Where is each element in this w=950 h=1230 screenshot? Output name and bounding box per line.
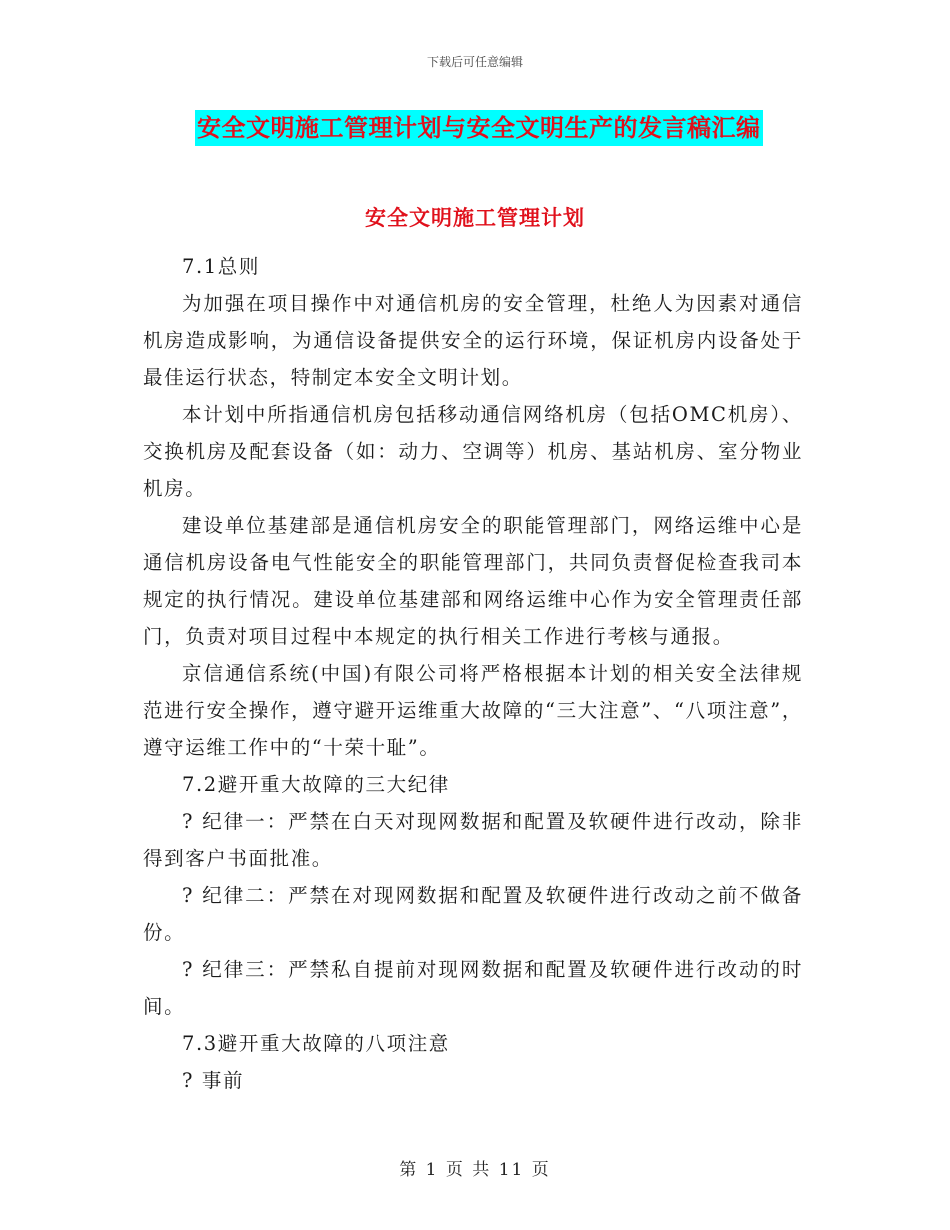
section-title: 安全文明施工管理计划: [365, 205, 585, 230]
document-title-container: [195, 110, 763, 148]
page-footer: 第 1 页 共 11 页: [399, 1160, 551, 1180]
list-item: ? 纪律二：严禁在对现网数据和配置及软硬件进行改动之前不做备份。: [143, 884, 803, 944]
list-item: ? 纪律一：严禁在白天对现网数据和配置及软硬件进行改动，除非得到客户书面批准。: [143, 810, 803, 870]
heading-7-1: 7.1总则: [182, 255, 261, 278]
paragraph: 京信通信系统(中国)有限公司将严格根据本计划的相关安全法律规范进行安全操作，遵守避开运维重大故障的“三大注意”、“八项注意”，遵守运维工作中的“十荣十耻”。: [143, 662, 803, 759]
paragraph: 本计划中所指通信机房包括移动通信网络机房（包括OMC机房）、交换机房及配套设备（如：动力、空调等）机房、基站机房、室分物业机房。: [143, 403, 803, 500]
document-title: 安全文明施工管理计划与安全文明生产的发言稿汇编: [195, 110, 763, 146]
list-item: ? 纪律三：严禁私自提前对现网数据和配置及软硬件进行改动的时间。: [143, 958, 803, 1018]
list-item: ? 事前: [182, 1069, 245, 1092]
document-body: [143, 248, 803, 1099]
page-header-note: 下载后可任意编辑: [426, 55, 523, 69]
paragraph: 为加强在项目操作中对通信机房的安全管理，杜绝人为因素对通信机房造成影响，为通信设备提供安全的运行环境，保证机房内设备处于最佳运行状态，特制定本安全文明计划。: [143, 292, 803, 389]
heading-7-2: 7.2避开重大故障的三大纪律: [182, 773, 450, 796]
paragraph: 建设单位基建部是通信机房安全的职能管理部门，网络运维中心是通信机房设备电气性能安全的职能管理部门，共同负责督促检查我司本规定的执行情况。建设单位基建部和网络运维中心作为安全管理责任部门，负责对项目过程中本规定的执行相关工作进行考核与通报。: [143, 514, 803, 648]
heading-7-3: 7.3避开重大故障的八项注意: [182, 1032, 450, 1055]
